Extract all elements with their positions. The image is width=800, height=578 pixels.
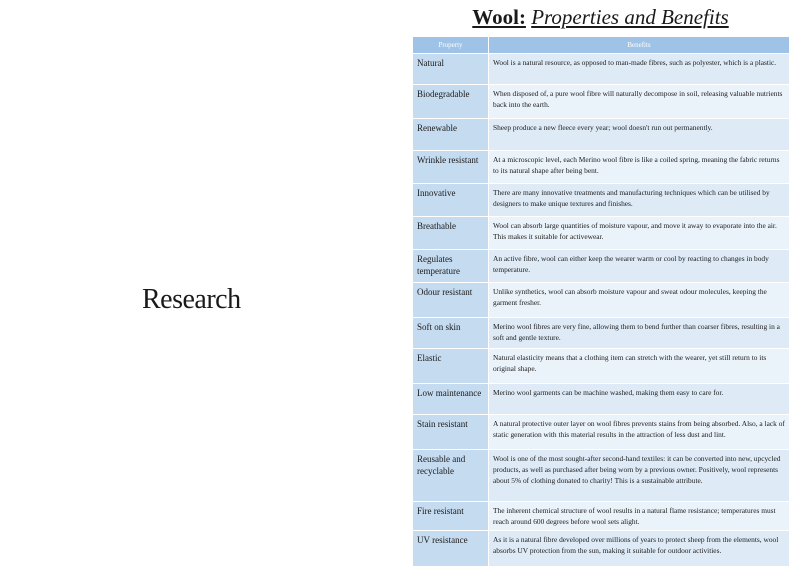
benefit-cell: Sheep produce a new fleece every year; wool doesn't run out permanently. [489,119,790,151]
table-row [413,384,790,415]
document-title [412,5,789,30]
benefit-cell: Merino wool garments can be machine washed, making them easy to care for. [489,384,790,415]
table-row [413,450,790,502]
property-cell: Soft on skin [413,318,489,349]
table-row [413,54,790,85]
property-cell: Odour resistant [413,283,489,318]
benefit-cell: There are many innovative treatments and manufacturing techniques which can be utilised by designers to make unique textures and finishes. [489,184,790,217]
table-row [413,349,790,384]
benefit-cell: As it is a natural fibre developed over millions of years to protect sheep from the elements, wool absorbs UV protection from the sun, making it suitable for outdoor activities. [489,531,790,567]
benefit-cell: At a microscopic level, each Merino wool fibre is like a coiled spring, meaning the fabric returns to its natural shape after being bent. [489,151,790,184]
properties-table [412,36,790,567]
benefit-cell: Merino wool fibres are very fine, allowing them to bend further than coarser fibres, resulting in a soft and gentle texture. [489,318,790,349]
header-property: Property [413,37,489,54]
benefit-cell: The inherent chemical structure of wool results in a natural flame resistance; temperatures must reach around 600 degrees before wool sets alight. [489,502,790,531]
property-cell: Breathable [413,217,489,250]
table-row [413,415,790,450]
benefit-cell: Unlike synthetics, wool can absorb moisture vapour and sweat odour molecules, keeping the garment fresher. [489,283,790,318]
table-row [413,250,790,283]
table-row [413,502,790,531]
property-cell: Natural [413,54,489,85]
title-subtitle: Properties and Benefits [531,5,729,29]
property-cell: Wrinkle resistant [413,151,489,184]
table-row [413,151,790,184]
benefit-cell: When disposed of, a pure wool fibre will naturally decompose in soil, releasing valuable nutrients back into the earth. [489,85,790,119]
header-benefits: Benefits [489,37,790,54]
property-cell: Elastic [413,349,489,384]
property-cell: Low maintenance [413,384,489,415]
property-cell: Reusable and recyclable [413,450,489,502]
table-header-row [413,37,790,54]
benefit-cell: A natural protective outer layer on wool fibres prevents stains from being absorbed. Also, a lack of static generation with this material results in the attraction of less dust and lint. [489,415,790,450]
benefit-cell: Natural elasticity means that a clothing item can stretch with the wearer, yet still return to its original shape. [489,349,790,384]
property-cell: Fire resistant [413,502,489,531]
table-row [413,283,790,318]
benefit-cell: An active fibre, wool can either keep the wearer warm or cool by reacting to changes in body temperature. [489,250,790,283]
benefit-cell: Wool can absorb large quantities of moisture vapour, and move it away to evaporate into the air. This makes it suitable for activewear. [489,217,790,250]
property-cell: Biodegradable [413,85,489,119]
title-wool: Wool: [472,5,526,29]
table-row [413,217,790,250]
property-cell: Renewable [413,119,489,151]
table-row [413,184,790,217]
table-row [413,531,790,567]
property-cell: Stain resistant [413,415,489,450]
benefit-cell: Wool is one of the most sought-after second-hand textiles: it can be converted into new, upcycled products, as well as purchased after being worn by a previous owner. Positively, wool represents about 5% of clothing donated to charity! This is a sustainable attribute. [489,450,790,502]
table-row [413,318,790,349]
property-cell: Innovative [413,184,489,217]
table-row [413,119,790,151]
table-row [413,85,790,119]
benefit-cell: Wool is a natural resource, as opposed to man-made fibres, such as polyester, which is a plastic. [489,54,790,85]
property-cell: Regulates temperature [413,250,489,283]
property-cell: UV resistance [413,531,489,567]
research-heading: Research [142,284,241,315]
